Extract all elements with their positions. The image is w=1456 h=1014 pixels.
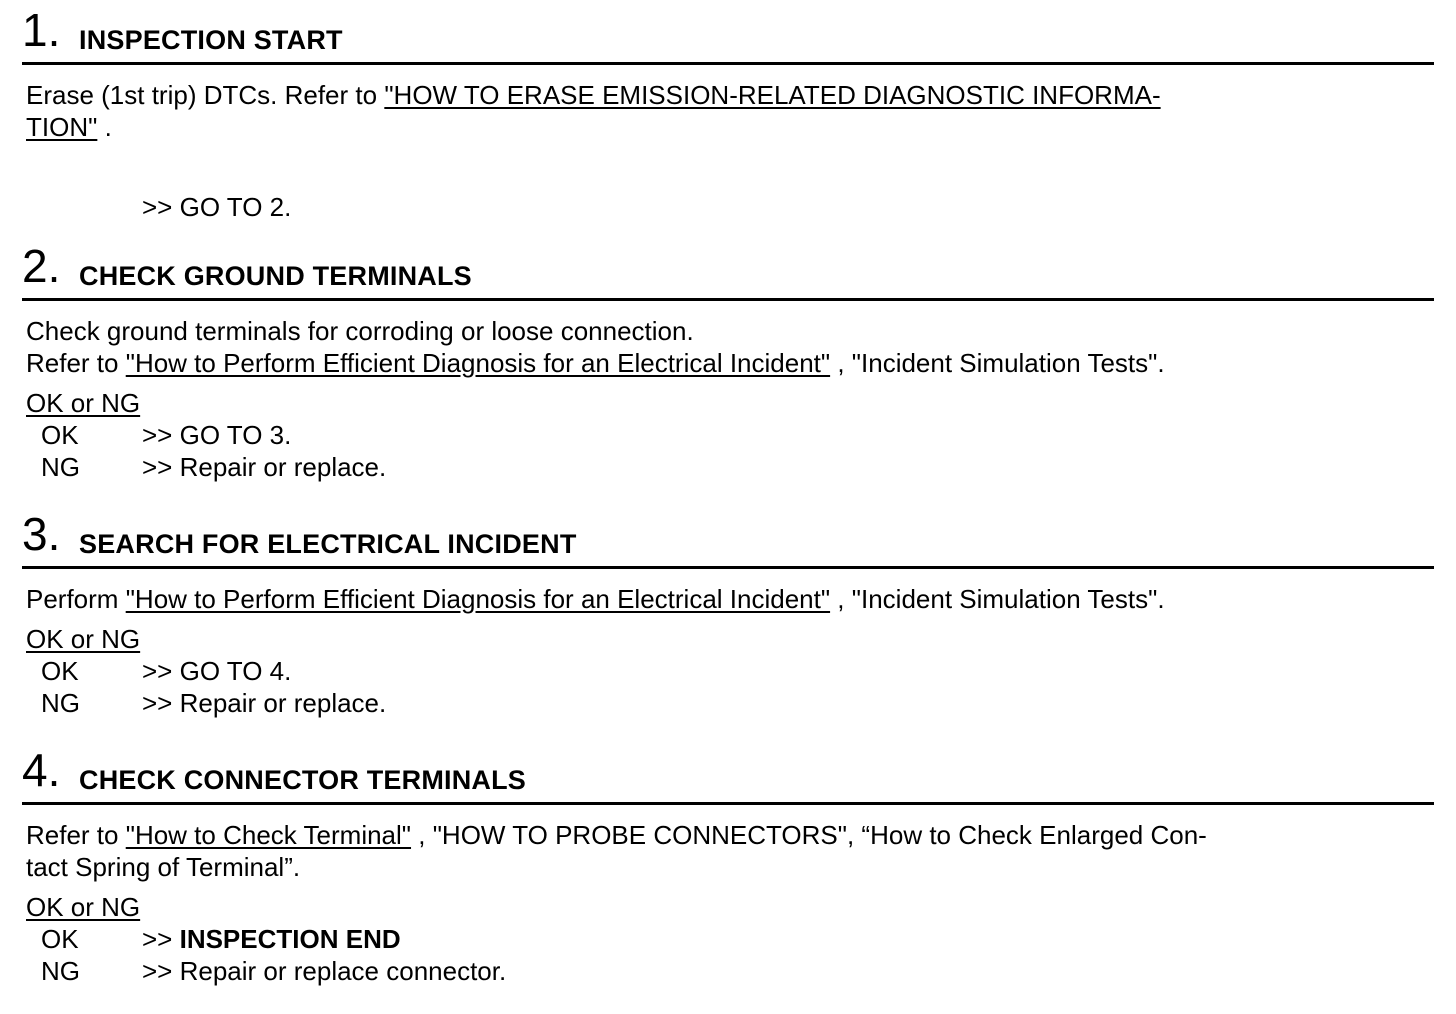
step-1-title: INSPECTION START — [79, 25, 343, 55]
result-action: >> Repair or replace. — [142, 688, 387, 718]
step-3-okng-label: OK or NG — [26, 624, 141, 654]
step-1-divider — [22, 62, 1434, 65]
step-4-number: 4. — [22, 744, 61, 796]
step-1-body — [22, 79, 1434, 143]
step-4-okng-label: OK or NG — [26, 892, 141, 922]
result-action[interactable]: >> GO TO 3. — [142, 420, 292, 450]
inspection-end-label: INSPECTION END — [179, 924, 401, 954]
check-terminal-link[interactable]: "How to Check Terminal" — [125, 820, 412, 850]
step-4-line-suffix: , "HOW TO PROBE CONNECTORS", “How to Check Enlarged Con- — [411, 820, 1207, 850]
result-code: OK — [41, 656, 79, 686]
step-2-divider — [22, 298, 1434, 301]
step-1-text-end: . — [97, 112, 112, 142]
erase-dtc-link-cont[interactable]: TION" — [26, 112, 98, 142]
step-2-line-2-suffix: , "Incident Simulation Tests". — [830, 348, 1165, 378]
efficient-diagnosis-link[interactable]: "How to Perform Efficient Diagnosis for an Electrical Incident" — [125, 584, 831, 614]
result-code: NG — [41, 452, 80, 482]
step-2-title: CHECK GROUND TERMINALS — [79, 261, 472, 291]
step-3-body — [22, 583, 1434, 615]
step-3-line-suffix: , "Incident Simulation Tests". — [830, 584, 1165, 614]
step-4-line-prefix: Refer to — [26, 820, 126, 850]
efficient-diagnosis-link[interactable]: "How to Perform Efficient Diagnosis for an Electrical Incident" — [125, 348, 831, 378]
step-4-divider — [22, 802, 1434, 805]
step-4 — [22, 746, 1434, 987]
step-4-line-2: tact Spring of Terminal”. — [26, 852, 301, 882]
step-1-goto-action[interactable]: >> GO TO 2. — [142, 192, 292, 222]
result-code: OK — [41, 924, 79, 954]
step-4-result-ng — [22, 955, 1434, 987]
step-3-divider — [22, 566, 1434, 569]
step-2 — [22, 242, 1434, 483]
step-4-result-ok — [22, 923, 1434, 955]
step-3-number: 3. — [22, 508, 61, 560]
step-1-goto — [22, 191, 1434, 223]
step-4-body — [22, 819, 1434, 883]
step-2-header — [22, 242, 1434, 298]
result-action-prefix: >> — [142, 924, 180, 954]
step-4-title: CHECK CONNECTOR TERMINALS — [79, 765, 527, 795]
result-code: OK — [41, 420, 79, 450]
step-2-result-ok — [22, 419, 1434, 451]
step-2-number: 2. — [22, 240, 61, 292]
erase-dtc-link[interactable]: "HOW TO ERASE EMISSION-RELATED DIAGNOSTIC INFORMA- — [384, 80, 1161, 110]
step-3-line-prefix: Perform — [26, 584, 126, 614]
step-2-line-1: Check ground terminals for corroding or loose connection. — [26, 316, 694, 346]
result-action: >> Repair or replace. — [142, 452, 387, 482]
step-2-result-ng — [22, 451, 1434, 483]
step-1-text: Erase (1st trip) DTCs. Refer to — [26, 80, 385, 110]
result-code: NG — [41, 688, 80, 718]
step-2-body — [22, 315, 1434, 379]
step-3-title: SEARCH FOR ELECTRICAL INCIDENT — [79, 529, 577, 559]
result-action[interactable]: >> GO TO 4. — [142, 656, 292, 686]
step-4-header — [22, 746, 1434, 802]
result-action — [142, 923, 401, 955]
step-1-number: 1. — [22, 4, 61, 56]
step-3 — [22, 510, 1434, 719]
step-1-header — [22, 6, 1434, 62]
step-3-result-ok — [22, 655, 1434, 687]
step-2-line-2-prefix: Refer to — [26, 348, 126, 378]
result-code: NG — [41, 956, 80, 986]
step-2-okng-label: OK or NG — [26, 388, 141, 418]
step-1 — [22, 6, 1434, 223]
step-3-header — [22, 510, 1434, 566]
step-3-result-ng — [22, 687, 1434, 719]
result-action: >> Repair or replace connector. — [142, 956, 507, 986]
